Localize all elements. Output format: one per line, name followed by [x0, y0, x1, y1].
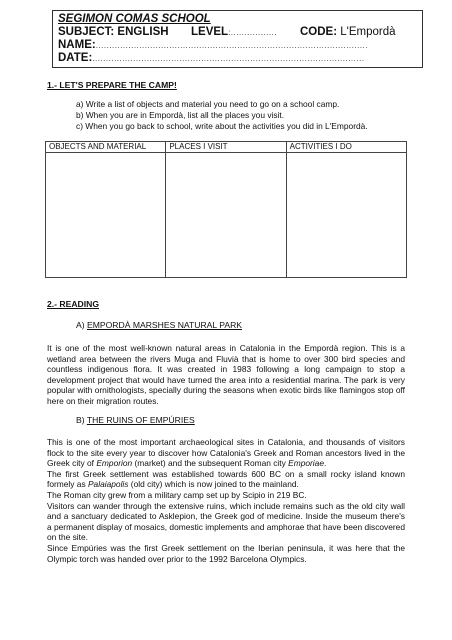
empuries-paragraph-5: Since Empúries was the first Greek settlement on the Iberian peninsula, it was here that the Olympic torch was handed over prior to the 1992 Barcelona Olympics. — [47, 542, 405, 564]
table-body-row — [46, 153, 407, 278]
instruction-b: b) When you are in Empordà, list all the places you visit. — [76, 110, 285, 120]
instruction-c: c) When you go back to school, write about the activities you did in L'Empordà. — [76, 121, 368, 131]
emporiae-term: Emporiae — [288, 458, 324, 469]
code-label: CODE: — [300, 26, 338, 38]
places-cell[interactable] — [166, 153, 286, 278]
col-places-header: PLACES I VISIT — [166, 142, 286, 153]
school-name — [58, 13, 417, 26]
palaiapolis-term: Palaiapolis — [87, 479, 129, 490]
emporion-term: Emporion — [96, 458, 133, 469]
empuries-paragraph-4: Visitors can wander through the extensive ruins, which include remains such as the old city wall and a sanctuary dedicated to Asklepion, the Greek god of medicine. Inside the museum there's a permanent display of mosaics, domestic implements and amphorae that have been discovered on the site. — [47, 500, 405, 543]
activities-cell[interactable] — [286, 153, 406, 278]
marshes-paragraph — [47, 343, 405, 407]
name-line[interactable] — [58, 39, 417, 52]
code-value: L'Empordà — [340, 26, 396, 38]
objects-cell[interactable] — [46, 153, 166, 278]
subsection-b-prefix: B) — [76, 415, 85, 425]
subsection-b-heading: THE RUINS OF EMPÚRIES — [86, 415, 195, 425]
marshes-text: It is one of the most well-known natural areas in Catalonia in the Empordà region. This is a wetland area between the rivers Muga and Fluvià that is home to over 300 bird species and countless indigenous flora. It was created in 1983 following a long campaign to stop a development project that would have turned the area into a residential marina. The park is very popular with ornithologists, specially during the seasons when exotic birds like flamingos stop off here on their migration routes. — [47, 343, 405, 406]
name-dots: .................................................................................................... — [95, 41, 368, 50]
level-field[interactable] — [191, 26, 277, 39]
empuries-p1-text-2: (market) and the subsequent Roman city — [132, 458, 289, 469]
empuries-p2-end: (old city) which is now joined to the mainland. — [128, 479, 299, 490]
subsection-a-title — [76, 320, 242, 330]
section1-title: 1.- LET'S PREPARE THE CAMP! — [47, 80, 177, 90]
code-field — [300, 26, 396, 39]
empuries-paragraph-1 — [47, 437, 405, 469]
empuries-p1-end: . — [323, 458, 327, 469]
date-line[interactable] — [58, 52, 417, 65]
empuries-p2-text: The first Greek settlement was established towards 600 BC on a small rocky island known formely as — [47, 468, 405, 490]
instruction-a: a) Write a list of objects and material you need to go on a school camp. — [76, 99, 340, 109]
table-header-row — [46, 142, 407, 153]
school-title: SEGIMON COMAS SCHOOL — [58, 13, 211, 25]
subsection-a-heading: EMPORDÀ MARSHES NATURAL PARK — [86, 320, 243, 330]
empuries-paragraph-2 — [47, 469, 405, 490]
date-label: DATE: — [58, 52, 93, 64]
camp-table — [45, 141, 407, 278]
empuries-p1-text: This is one of the most important archaeological sites in Catalonia, and thousands of visitors flock to the site every year to discover how Catalonia's Greek and Roman ancestors lived in the Greek city of — [47, 437, 405, 469]
subject-label: SUBJECT: ENGLISH — [58, 26, 169, 38]
date-dots: .................................................................................................... — [92, 54, 365, 63]
col-activities-header: ACTIVITIES I DO — [286, 142, 406, 153]
empuries-paragraph-3: The Roman city grew from a military camp set up by Scipio in 219 BC. — [47, 489, 307, 500]
empuries-paragraphs — [47, 437, 405, 564]
subject-line — [58, 26, 417, 39]
level-label: LEVEL — [191, 26, 229, 38]
header-box — [52, 10, 423, 68]
section2-title: 2.- READING — [47, 299, 100, 309]
subsection-a-prefix: A) — [76, 320, 85, 330]
subsection-b-title — [76, 415, 195, 425]
col-objects-header: OBJECTS AND MATERIAL — [46, 142, 166, 153]
name-label: NAME: — [58, 39, 96, 51]
level-dots: :................. — [228, 28, 278, 37]
